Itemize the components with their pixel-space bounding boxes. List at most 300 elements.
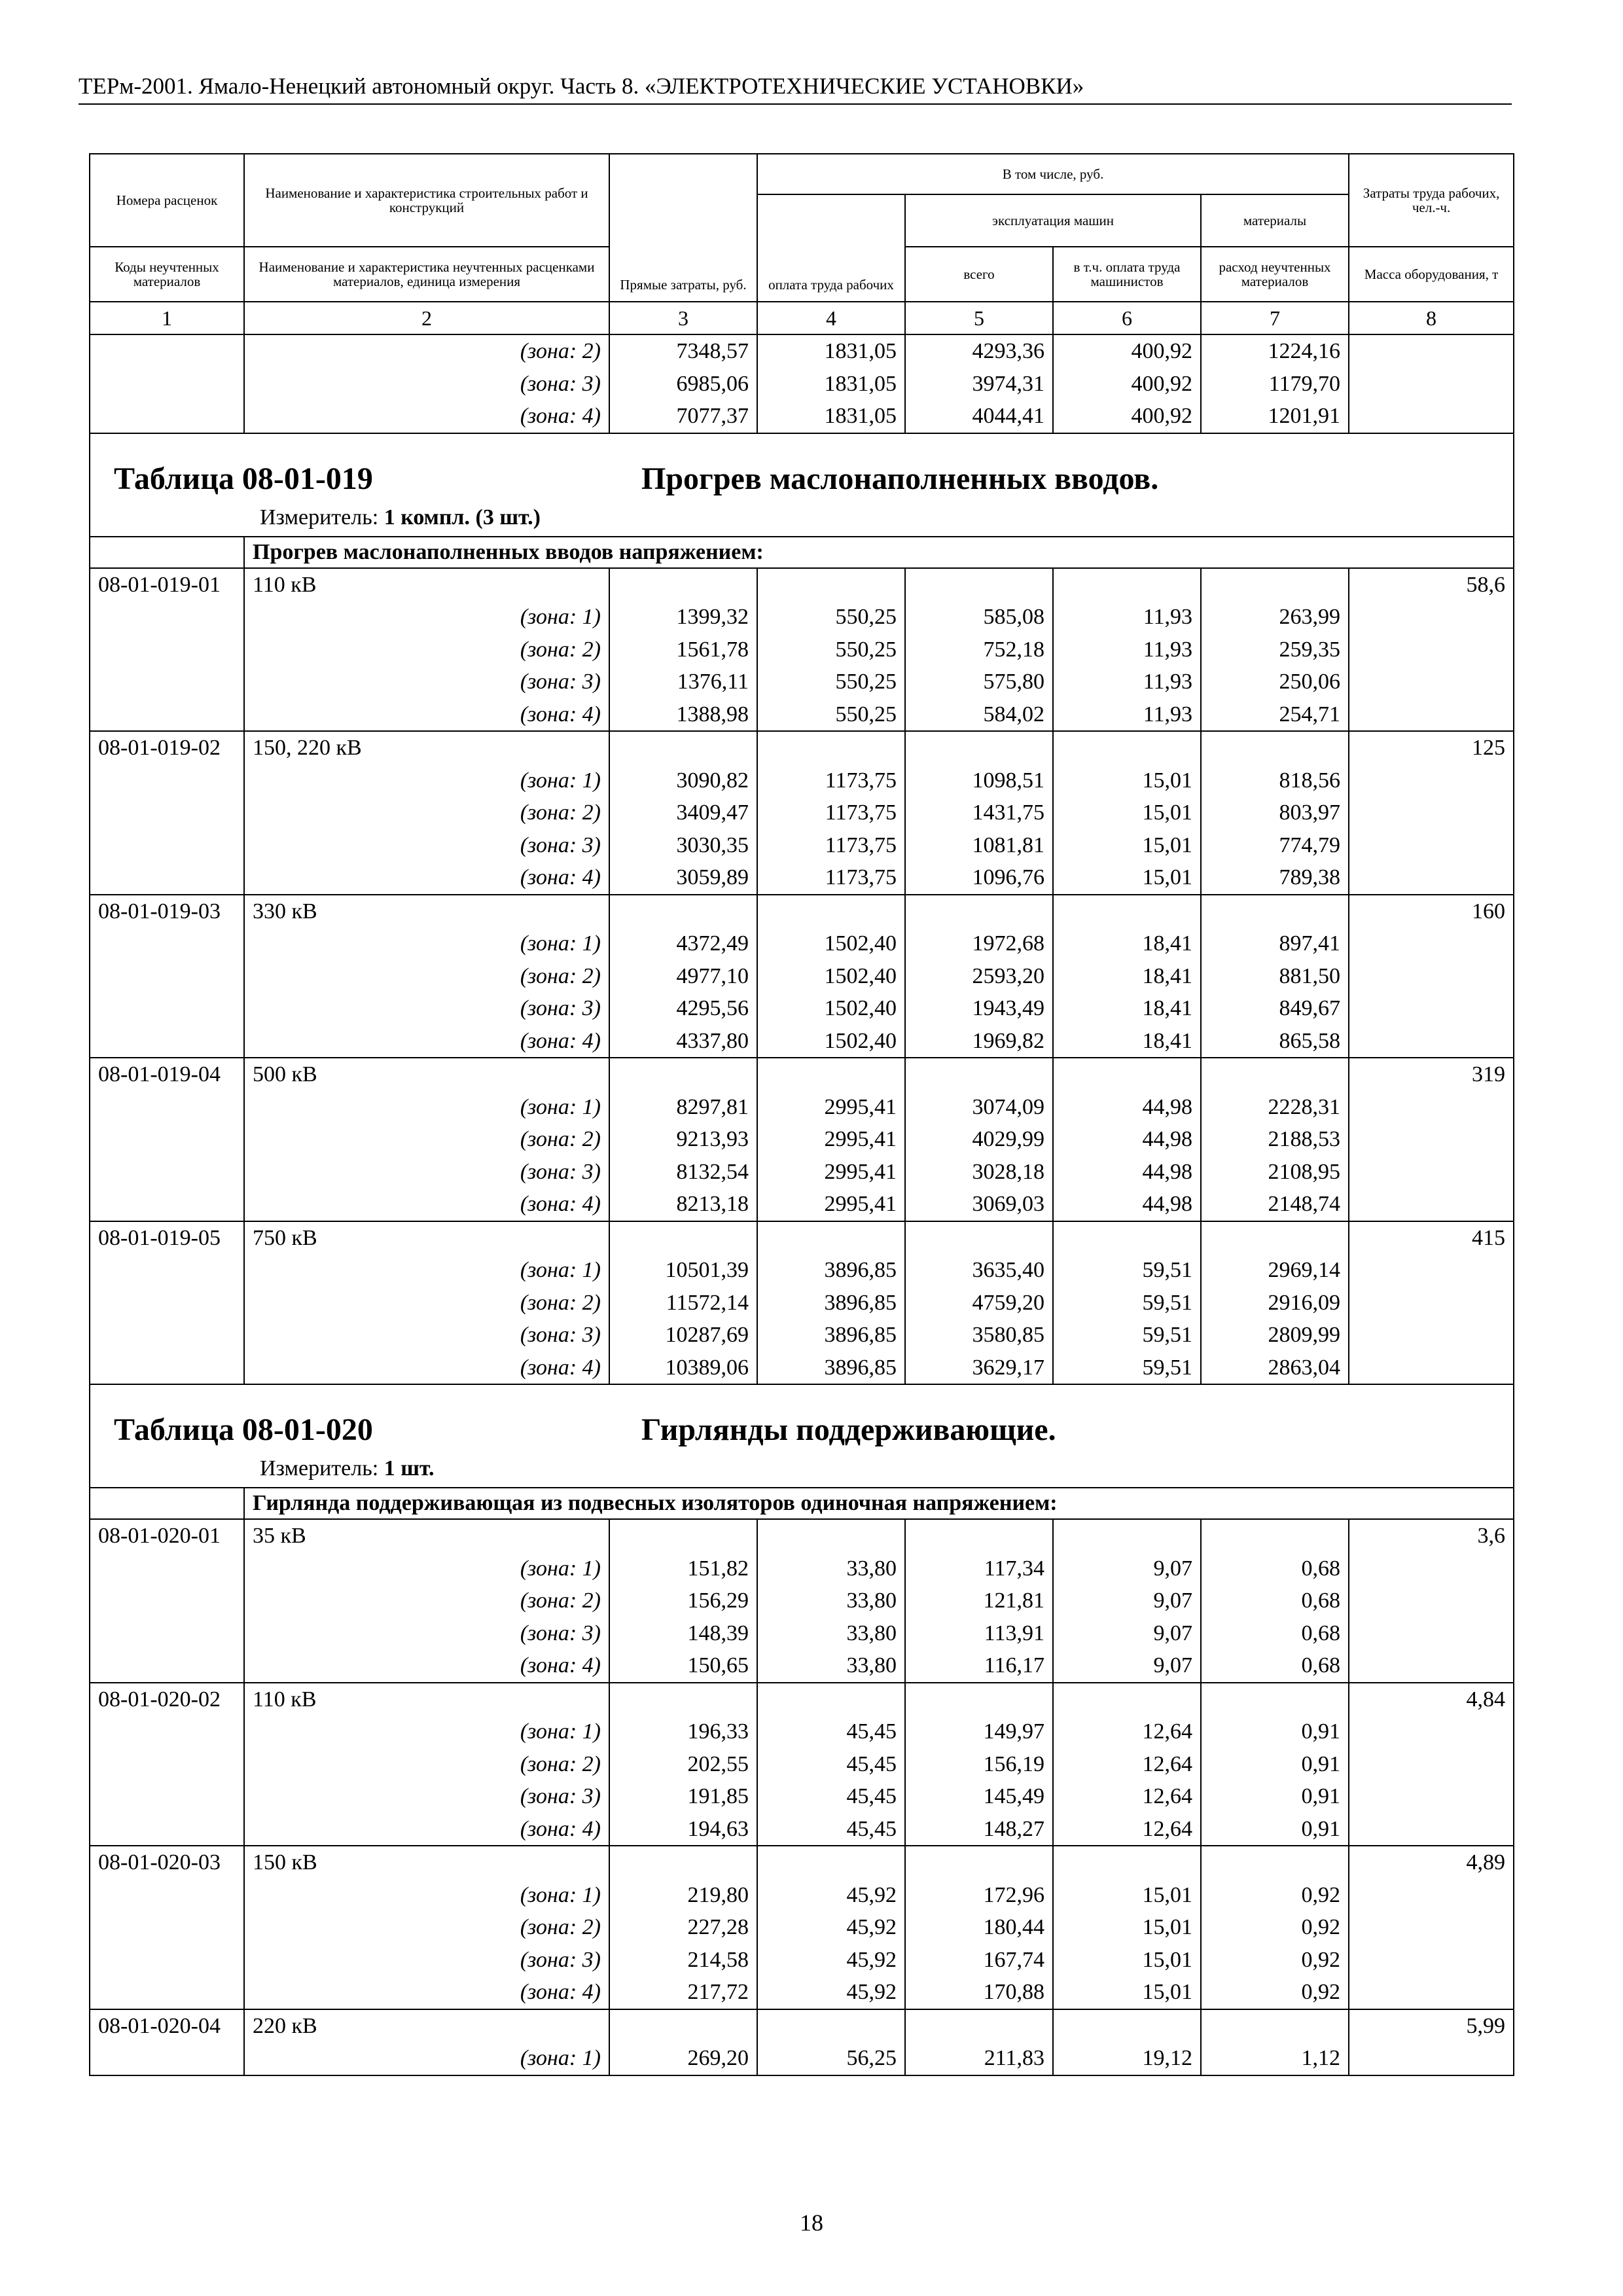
value-cell: 11,93 xyxy=(1143,605,1192,629)
value-cell: 1969,82 xyxy=(972,1028,1044,1053)
zone-label: (зона: 2) xyxy=(520,1588,601,1613)
value-cell: 214,58 xyxy=(687,1947,749,1972)
value-cell: 1,12 xyxy=(1301,2046,1341,2070)
value-cell: 15,01 xyxy=(1142,1882,1192,1907)
value-column-3 xyxy=(609,731,757,895)
equipment-mass: 3,6 xyxy=(1349,1519,1514,1683)
col-header-labor: Затраты труда рабочих, чел.-ч. xyxy=(1349,154,1514,247)
value-cell: 3030,35 xyxy=(676,833,749,857)
section-title: Гирлянда поддерживающая из подвесных изоляторов одиночная напряжением: xyxy=(244,1488,1514,1519)
value-cell: 1431,75 xyxy=(972,800,1044,825)
value-cell: 1502,40 xyxy=(824,1028,897,1053)
zone-label: (зона: 2) xyxy=(520,800,601,825)
value-cell: 3409,47 xyxy=(676,800,749,825)
value-cell: 1561,78 xyxy=(676,637,749,662)
col-number: 6 xyxy=(1053,302,1201,334)
equipment-mass: 4,84 xyxy=(1349,1683,1514,1846)
value-cell: 0,68 xyxy=(1301,1556,1341,1581)
value-cell: 45,45 xyxy=(846,1784,897,1808)
value-cell: 116,17 xyxy=(984,1653,1044,1677)
value-cell: 1831,05 xyxy=(824,404,897,428)
value-cell: 1173,75 xyxy=(825,833,897,857)
table-title-block xyxy=(90,1384,1514,1488)
col-header-number: Номера расценок xyxy=(90,154,244,247)
rate-code: 08-01-020-01 xyxy=(90,1519,244,1683)
zone-label: (зона: 4) xyxy=(520,1192,601,1216)
value-cell: 194,63 xyxy=(687,1816,749,1841)
value-column-5 xyxy=(905,334,1053,433)
value-cell: 3069,03 xyxy=(972,1192,1044,1216)
value-cell: 550,25 xyxy=(835,637,897,662)
value-cell: 11572,14 xyxy=(666,1290,749,1315)
value-cell: 191,85 xyxy=(687,1784,749,1808)
rate-title: 35 кВ xyxy=(253,1524,306,1548)
value-column-4 xyxy=(757,895,905,1058)
value-cell: 219,80 xyxy=(687,1882,749,1907)
value-cell: 584,02 xyxy=(983,702,1044,726)
col-header-incl-mach: в т.ч. оплата труда машинистов xyxy=(1053,247,1201,302)
col-header-total: всего xyxy=(905,247,1053,302)
value-cell: 149,97 xyxy=(983,1719,1044,1744)
zone-label: (зона: 1) xyxy=(520,768,601,793)
value-cell: 9,07 xyxy=(1153,1653,1192,1677)
rate-code: 08-01-019-04 xyxy=(90,1058,244,1221)
value-cell: 2809,99 xyxy=(1268,1323,1341,1347)
col-number: 5 xyxy=(905,302,1053,334)
value-cell: 12,64 xyxy=(1142,1816,1192,1841)
empty-cell xyxy=(90,334,244,433)
value-column-6 xyxy=(1053,731,1201,895)
value-cell: 3074,09 xyxy=(972,1094,1044,1119)
zone-label: (зона: 2) xyxy=(520,637,601,662)
value-cell: 400,92 xyxy=(1131,339,1192,363)
value-cell: 11,93 xyxy=(1143,702,1192,726)
value-column-3 xyxy=(609,1846,757,2009)
value-cell: 45,45 xyxy=(846,1719,897,1744)
value-cell: 3635,40 xyxy=(972,1258,1044,1282)
value-cell: 180,44 xyxy=(983,1915,1044,1939)
value-column-7 xyxy=(1201,1221,1349,1385)
value-column-4 xyxy=(757,2009,905,2075)
value-cell: 6985,06 xyxy=(676,371,749,396)
value-cell: 550,25 xyxy=(835,670,897,694)
value-cell: 59,51 xyxy=(1142,1258,1192,1282)
zone-label: (зона: 1) xyxy=(520,1882,601,1907)
equipment-mass: 4,89 xyxy=(1349,1846,1514,2009)
value-cell: 15,01 xyxy=(1142,800,1192,825)
equipment-mass: 160 xyxy=(1349,895,1514,1058)
value-cell: 12,64 xyxy=(1142,1751,1192,1776)
value-cell: 156,29 xyxy=(687,1588,749,1613)
value-cell: 1399,32 xyxy=(676,605,749,629)
value-column-5 xyxy=(905,895,1053,1058)
col-header-wages: оплата труда рабочих xyxy=(757,194,905,302)
value-column-4 xyxy=(757,1058,905,1221)
value-column-7 xyxy=(1201,1846,1349,2009)
rate-code: 08-01-019-01 xyxy=(90,568,244,732)
value-cell: 575,80 xyxy=(983,670,1044,694)
value-cell: 12,64 xyxy=(1142,1784,1192,1808)
value-column-5 xyxy=(905,2009,1053,2075)
value-cell: 117,34 xyxy=(984,1556,1044,1581)
value-cell: 3896,85 xyxy=(824,1323,897,1347)
value-cell: 263,99 xyxy=(1279,605,1341,629)
value-column-5 xyxy=(905,1221,1053,1385)
value-cell: 2916,09 xyxy=(1268,1290,1341,1315)
value-column-3 xyxy=(609,1683,757,1846)
value-cell: 33,80 xyxy=(846,1621,897,1645)
zone-label: (зона: 2) xyxy=(520,1915,601,1939)
value-cell: 44,98 xyxy=(1142,1159,1192,1184)
value-column-3 xyxy=(609,1221,757,1385)
value-column-4 xyxy=(757,1221,905,1385)
value-cell: 148,39 xyxy=(687,1621,749,1645)
rate-description xyxy=(244,1683,609,1846)
value-column-7 xyxy=(1201,731,1349,895)
zone-label: (зона: 4) xyxy=(520,1355,601,1380)
rate-title: 330 кВ xyxy=(253,899,317,924)
value-cell: 11,93 xyxy=(1143,637,1192,662)
value-cell: 172,96 xyxy=(983,1882,1044,1907)
value-cell: 881,50 xyxy=(1279,963,1341,988)
zone-label: (зона: 2) xyxy=(520,1127,601,1151)
rate-entry xyxy=(90,1683,1514,1846)
table-title-line xyxy=(98,1385,1505,1454)
value-column-3 xyxy=(609,334,757,433)
value-cell: 45,45 xyxy=(846,1751,897,1776)
value-cell: 33,80 xyxy=(846,1653,897,1677)
value-cell: 59,51 xyxy=(1142,1323,1192,1347)
table-name: Прогрев маслонаполненных вводов. xyxy=(641,461,1159,496)
zone-label: (зона: 1) xyxy=(520,2046,601,2070)
value-cell: 4293,36 xyxy=(972,339,1044,363)
rate-description xyxy=(244,334,609,433)
value-cell: 15,01 xyxy=(1142,1980,1192,2004)
value-cell: 4295,56 xyxy=(676,996,749,1020)
value-cell: 865,58 xyxy=(1279,1028,1341,1053)
zone-label: (зона: 2) xyxy=(520,339,601,363)
value-cell: 15,01 xyxy=(1142,1915,1192,1939)
value-cell: 1831,05 xyxy=(824,371,897,396)
value-cell: 33,80 xyxy=(846,1556,897,1581)
value-column-6 xyxy=(1053,1683,1201,1846)
value-cell: 7348,57 xyxy=(676,339,749,363)
value-cell: 44,98 xyxy=(1142,1127,1192,1151)
value-cell: 148,27 xyxy=(983,1816,1044,1841)
value-cell: 0,92 xyxy=(1301,1947,1341,1972)
value-cell: 2863,04 xyxy=(1268,1355,1341,1380)
value-cell: 400,92 xyxy=(1131,371,1192,396)
value-cell: 2969,14 xyxy=(1268,1258,1341,1282)
value-cell: 1388,98 xyxy=(676,702,749,726)
zone-label: (зона: 2) xyxy=(520,1290,601,1315)
value-cell: 0,92 xyxy=(1301,1882,1341,1907)
value-cell: 0,91 xyxy=(1301,1816,1341,1841)
rate-entry xyxy=(90,1519,1514,1683)
zone-label: (зона: 3) xyxy=(520,371,601,396)
value-cell: 59,51 xyxy=(1142,1355,1192,1380)
value-cell: 2995,41 xyxy=(824,1094,897,1119)
value-cell: 4044,41 xyxy=(972,404,1044,428)
value-cell: 33,80 xyxy=(846,1588,897,1613)
value-cell: 121,81 xyxy=(983,1588,1044,1613)
value-cell: 211,83 xyxy=(984,2046,1044,2070)
value-cell: 4372,49 xyxy=(676,931,749,956)
value-cell: 18,41 xyxy=(1142,996,1192,1020)
col-header-machines: эксплуатация машин xyxy=(905,194,1201,247)
value-cell: 18,41 xyxy=(1142,1028,1192,1053)
continuation-block xyxy=(90,334,1514,433)
col-number: 2 xyxy=(244,302,609,334)
value-cell: 8213,18 xyxy=(676,1192,749,1216)
zone-label: (зона: 3) xyxy=(520,996,601,1020)
value-cell: 10287,69 xyxy=(665,1323,749,1347)
value-column-7 xyxy=(1201,1058,1349,1221)
value-cell: 10389,06 xyxy=(665,1355,749,1380)
rate-description xyxy=(244,1519,609,1683)
value-cell: 1201,91 xyxy=(1268,404,1341,428)
value-cell: 897,41 xyxy=(1279,931,1341,956)
value-column-5 xyxy=(905,1683,1053,1846)
value-cell: 3896,85 xyxy=(824,1258,897,1282)
equipment-mass: 125 xyxy=(1349,731,1514,895)
rate-title: 150, 220 кВ xyxy=(253,736,362,760)
col-number: 7 xyxy=(1201,302,1349,334)
zone-label: (зона: 4) xyxy=(520,1980,601,2004)
value-cell: 217,72 xyxy=(687,1980,749,2004)
value-cell: 45,92 xyxy=(846,1882,897,1907)
value-cell: 3028,18 xyxy=(972,1159,1044,1184)
col-header-incl: В том числе, руб. xyxy=(757,154,1349,194)
zone-label: (зона: 1) xyxy=(520,605,601,629)
value-cell: 45,92 xyxy=(846,1947,897,1972)
value-cell: 4759,20 xyxy=(972,1290,1044,1315)
zone-label: (зона: 1) xyxy=(520,931,601,956)
value-cell: 227,28 xyxy=(687,1915,749,1939)
equipment-mass: 319 xyxy=(1349,1058,1514,1221)
rate-code: 08-01-020-04 xyxy=(90,2009,244,2075)
empty-cell xyxy=(90,1488,244,1519)
measure-value: 1 шт. xyxy=(383,1456,435,1480)
value-column-4 xyxy=(757,1683,905,1846)
col-header-name: Наименование и характеристика строительных работ и конструкций xyxy=(244,154,609,247)
rate-description xyxy=(244,1058,609,1221)
value-cell: 44,98 xyxy=(1142,1094,1192,1119)
value-cell: 15,01 xyxy=(1142,865,1192,889)
value-cell: 2148,74 xyxy=(1268,1192,1341,1216)
equipment-mass: 5,99 xyxy=(1349,2009,1514,2075)
value-cell: 150,65 xyxy=(687,1653,749,1677)
value-column-4 xyxy=(757,1846,905,2009)
value-cell: 1831,05 xyxy=(824,339,897,363)
value-cell: 3580,85 xyxy=(972,1323,1044,1347)
value-cell: 2995,41 xyxy=(824,1159,897,1184)
equipment-mass: 58,6 xyxy=(1349,568,1514,732)
value-cell: 4977,10 xyxy=(676,963,749,988)
value-cell: 0,68 xyxy=(1301,1621,1341,1645)
rate-entry xyxy=(90,731,1514,895)
table-title-cell xyxy=(90,1384,1514,1488)
zone-label: (зона: 4) xyxy=(520,1816,601,1841)
equipment-mass: 415 xyxy=(1349,1221,1514,1385)
rate-title: 500 кВ xyxy=(253,1062,317,1086)
rate-entry xyxy=(90,895,1514,1058)
value-cell: 1502,40 xyxy=(824,996,897,1020)
table-name: Гирлянды поддерживающие. xyxy=(641,1412,1056,1447)
value-cell: 254,71 xyxy=(1279,702,1341,726)
col-number: 8 xyxy=(1349,302,1514,334)
rate-description xyxy=(244,568,609,732)
zone-label: (зона: 3) xyxy=(520,670,601,694)
rate-code: 08-01-019-05 xyxy=(90,1221,244,1385)
value-cell: 8297,81 xyxy=(676,1094,749,1119)
table-measure xyxy=(98,1454,1505,1487)
value-cell: 1173,75 xyxy=(825,800,897,825)
value-cell: 1173,75 xyxy=(825,865,897,889)
col-number: 3 xyxy=(609,302,757,334)
rate-entry xyxy=(90,1058,1514,1221)
zone-label: (зона: 4) xyxy=(520,1653,601,1677)
value-cell: 3090,82 xyxy=(676,768,749,793)
value-column-7 xyxy=(1201,568,1349,732)
value-column-5 xyxy=(905,1846,1053,2009)
rate-description xyxy=(244,2009,609,2075)
value-cell: 789,38 xyxy=(1279,865,1341,889)
value-cell: 849,67 xyxy=(1279,996,1341,1020)
rate-entry xyxy=(90,1221,1514,1385)
value-cell: 550,25 xyxy=(835,605,897,629)
value-cell: 1502,40 xyxy=(824,931,897,956)
value-cell: 2995,41 xyxy=(824,1127,897,1151)
value-cell: 585,08 xyxy=(983,605,1044,629)
value-cell: 7077,37 xyxy=(676,404,749,428)
zone-label: (зона: 3) xyxy=(520,1159,601,1184)
zone-label: (зона: 1) xyxy=(520,1556,601,1581)
value-cell: 1972,68 xyxy=(972,931,1044,956)
value-cell: 2995,41 xyxy=(824,1192,897,1216)
value-cell: 0,91 xyxy=(1301,1719,1341,1744)
col-header-materials: материалы xyxy=(1201,194,1349,247)
rate-entry xyxy=(90,1846,1514,2009)
zone-label: (зона: 1) xyxy=(520,1719,601,1744)
value-cell: 803,97 xyxy=(1279,800,1341,825)
value-cell: 0,68 xyxy=(1301,1653,1341,1677)
value-cell: 15,01 xyxy=(1142,1947,1192,1972)
value-cell: 1943,49 xyxy=(972,996,1044,1020)
value-cell: 45,45 xyxy=(846,1816,897,1841)
table-title-line xyxy=(98,434,1505,503)
zone-label: (зона: 3) xyxy=(520,1947,601,1972)
zone-label: (зона: 4) xyxy=(520,1028,601,1053)
value-cell: 9,07 xyxy=(1153,1556,1192,1581)
zone-label: (зона: 2) xyxy=(520,1751,601,1776)
value-cell: 156,19 xyxy=(983,1751,1044,1776)
value-column-3 xyxy=(609,2009,757,2075)
table-title-cell xyxy=(90,433,1514,537)
zone-label: (зона: 4) xyxy=(520,702,601,726)
value-cell: 1098,51 xyxy=(972,768,1044,793)
value-column-3 xyxy=(609,895,757,1058)
value-cell: 19,12 xyxy=(1142,2046,1192,2070)
value-cell: 4337,80 xyxy=(676,1028,749,1053)
value-cell: 9,07 xyxy=(1153,1621,1192,1645)
rate-title: 150 кВ xyxy=(253,1850,317,1874)
value-cell: 167,74 xyxy=(983,1947,1044,1972)
col-header-mat-usage: расход неучтенных материалов xyxy=(1201,247,1349,302)
value-column-6 xyxy=(1053,1846,1201,2009)
value-cell: 259,35 xyxy=(1279,637,1341,662)
value-cell: 10501,39 xyxy=(665,1258,749,1282)
value-cell: 2593,20 xyxy=(972,963,1044,988)
value-cell: 1224,16 xyxy=(1268,339,1341,363)
measure-value: 1 компл. (3 шт.) xyxy=(383,505,541,529)
value-cell: 0,92 xyxy=(1301,1915,1341,1939)
value-cell: 400,92 xyxy=(1131,404,1192,428)
value-cell: 1173,75 xyxy=(825,768,897,793)
empty-cell xyxy=(1349,334,1514,433)
value-column-3 xyxy=(609,1519,757,1683)
rate-description xyxy=(244,1221,609,1385)
value-column-6 xyxy=(1053,1221,1201,1385)
table-label: Таблица 08-01-019 xyxy=(114,461,373,496)
rate-code: 08-01-020-02 xyxy=(90,1683,244,1846)
col-header-direct: Прямые затраты, руб. xyxy=(609,154,757,302)
value-cell: 0,68 xyxy=(1301,1588,1341,1613)
zone-label: (зона: 4) xyxy=(520,404,601,428)
rate-description xyxy=(244,1846,609,2009)
value-column-3 xyxy=(609,568,757,732)
rate-code: 08-01-019-03 xyxy=(90,895,244,1058)
value-cell: 0,91 xyxy=(1301,1751,1341,1776)
value-cell: 196,33 xyxy=(687,1719,749,1744)
rates-table xyxy=(89,153,1514,2076)
rate-title: 110 кВ xyxy=(253,1687,317,1712)
section-title: Прогрев маслонаполненных вводов напряжением: xyxy=(244,537,1514,568)
value-cell: 0,92 xyxy=(1301,1980,1341,2004)
value-cell: 11,93 xyxy=(1143,670,1192,694)
page-number: 18 xyxy=(800,2210,823,2236)
value-column-6 xyxy=(1053,2009,1201,2075)
value-cell: 774,79 xyxy=(1279,833,1341,857)
value-cell: 1376,11 xyxy=(677,670,749,694)
value-column-5 xyxy=(905,568,1053,732)
section-row xyxy=(90,1488,1514,1519)
col-number: 1 xyxy=(90,302,244,334)
value-cell: 9213,93 xyxy=(676,1127,749,1151)
value-cell: 1081,81 xyxy=(972,833,1044,857)
value-column-7 xyxy=(1201,1683,1349,1846)
value-cell: 170,88 xyxy=(983,1980,1044,2004)
value-cell: 2228,31 xyxy=(1268,1094,1341,1119)
rate-code: 08-01-019-02 xyxy=(90,731,244,895)
value-column-6 xyxy=(1053,334,1201,433)
value-cell: 56,25 xyxy=(846,2046,897,2070)
value-column-6 xyxy=(1053,1058,1201,1221)
value-cell: 59,51 xyxy=(1142,1290,1192,1315)
zone-label: (зона: 3) xyxy=(520,1784,601,1808)
value-cell: 250,06 xyxy=(1279,670,1341,694)
zone-label: (зона: 2) xyxy=(520,963,601,988)
col-header-mass: Масса оборудования, т xyxy=(1349,247,1514,302)
value-column-3 xyxy=(609,1058,757,1221)
value-column-7 xyxy=(1201,1519,1349,1683)
rate-title: 110 кВ xyxy=(253,572,317,597)
zone-label: (зона: 3) xyxy=(520,1621,601,1645)
rate-entry xyxy=(90,2009,1514,2075)
value-column-7 xyxy=(1201,895,1349,1058)
rate-title: 220 кВ xyxy=(253,2013,317,2038)
rate-description xyxy=(244,895,609,1058)
